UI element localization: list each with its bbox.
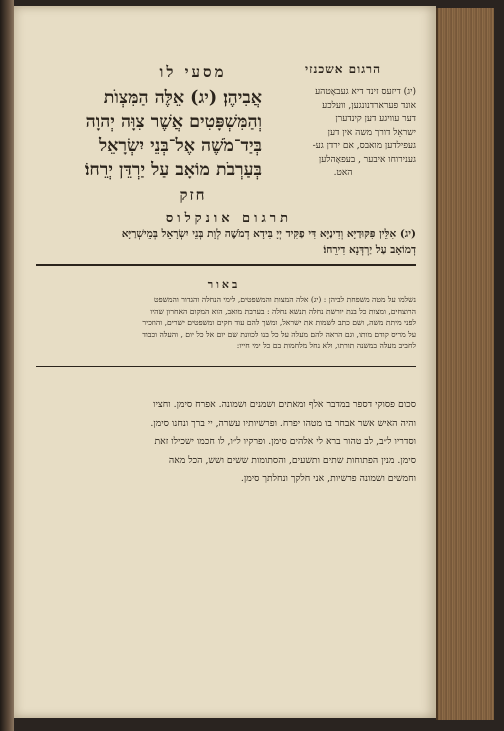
section-divider (36, 366, 416, 367)
page-fore-edge (436, 8, 494, 720)
yiddish-translation (270, 86, 416, 181)
onkelos-translation (36, 226, 416, 258)
verse-line: בְּעַרְבֹת מוֹאָב עַל יַרְדֵּן יְרֵחוֹ׃ (84, 160, 262, 180)
masora-line: סימן. מנין הפתוחות שתים ותשעים, והסתומות ששים ושש, הכל מאה (168, 454, 416, 466)
biur-heading: באור (207, 278, 241, 291)
book-binding-edge (0, 0, 14, 731)
onkelos-heading: תרגום אונקלוס (165, 211, 293, 226)
biur-line: לחביב מעלה במשנה תורתו, ולא נחל מלחמות בם כל ימי חייו: (236, 341, 416, 350)
biur-line: על מריס קודם מותו, וגם הראה להם מעלה על כל בנו לכוונת שם יום אל כל יום , והעלה וכבוד (142, 329, 416, 339)
yiddish-line: דער עוויגע דען קינדערן (335, 114, 416, 124)
yiddish-line: (יג) דיזעס זינד דיא געבאָטהע (315, 87, 416, 97)
torah-verse (36, 86, 262, 182)
verse-line: אֲבִיהֶן׃ (יג) אֵלֶּה הַמִּצְוֺת (103, 88, 262, 108)
biur-line: נשלמו על מטה משפחת לביהן : (יג) אלה המצות והמשפטים, לימי הנחלה והגדור והמשפט (154, 295, 416, 304)
masora-line: וסדריו ל״ב, לב טהור ברא לי אלהים סימן. ופרקיו ל״ו, לו חכמו ישכילו זאת (154, 436, 416, 447)
masoretic-note (36, 396, 416, 489)
targum-ashkenazi-heading: הרגום אשכנזי (305, 62, 381, 76)
book-page (14, 6, 436, 718)
yiddish-line: ישראֵל דורך משה אין דען (327, 127, 416, 138)
yiddish-line: האט. (333, 168, 353, 178)
yiddish-line: געפילדען מואבס, אם ירדן גע- (312, 141, 416, 151)
masora-line: סכום פסוקי דספר במדבר אלף ומאתים ושמנים ושמונה. אפרח סימן. וחציו (153, 399, 416, 410)
yiddish-line: אונד פערארדנונגען, וועלכע (322, 100, 416, 111)
onkelos-line: דְמוֹאָב עַל יַרְדְּנָא דִירֵחוֹ׃ (323, 244, 416, 256)
biur-line: לפני מיתת משה, ושם כתב לשמות את ישראל, ומשך להם עוד חקים ומשפטים ישרים, והוזכיר (142, 318, 416, 327)
masora-line: והיה האיש אשר אבחר בו מטהו יפרח. ופרשיותיו עשרה, יי ברך ונחנו סימן. (150, 417, 416, 429)
chazak-heading: חזק (179, 186, 207, 204)
biur-line: הרוצחים, ומצות כל בנת יורשת נחלה תנשא נחלה : בערבת מואב, הוא המקום האחרון שהיו (150, 306, 416, 316)
masora-line: וחמשים ושמונה פרשיות, אני חלקך ונחלתך סימן. (240, 473, 416, 484)
biur-commentary (36, 294, 416, 352)
verse-line: וְהַמִּשְׁפָּטִים אֲשֶׁר צִוָּה יְהוָה (85, 112, 262, 132)
onkelos-line: (יג) אִלֵּין פִּקּוּדַיָּא וְדִינַיָּא דִּי פַקִּיד יְיָ בִּידָא דְמֹשֶׁה לְוָת בְּנֵי יִשְׂרָאֵל בְּמֵישְׁרַיָּא (121, 228, 416, 240)
parsha-heading: מסעי לו (159, 63, 227, 81)
yiddish-line: גענירוחו איבער , בעפאָהלען (318, 154, 416, 165)
verse-line: בְּיַד־מֹשֶׁה אֶל־בְּנֵי יִשְׂרָאֵל (99, 136, 262, 156)
section-divider (36, 264, 416, 266)
